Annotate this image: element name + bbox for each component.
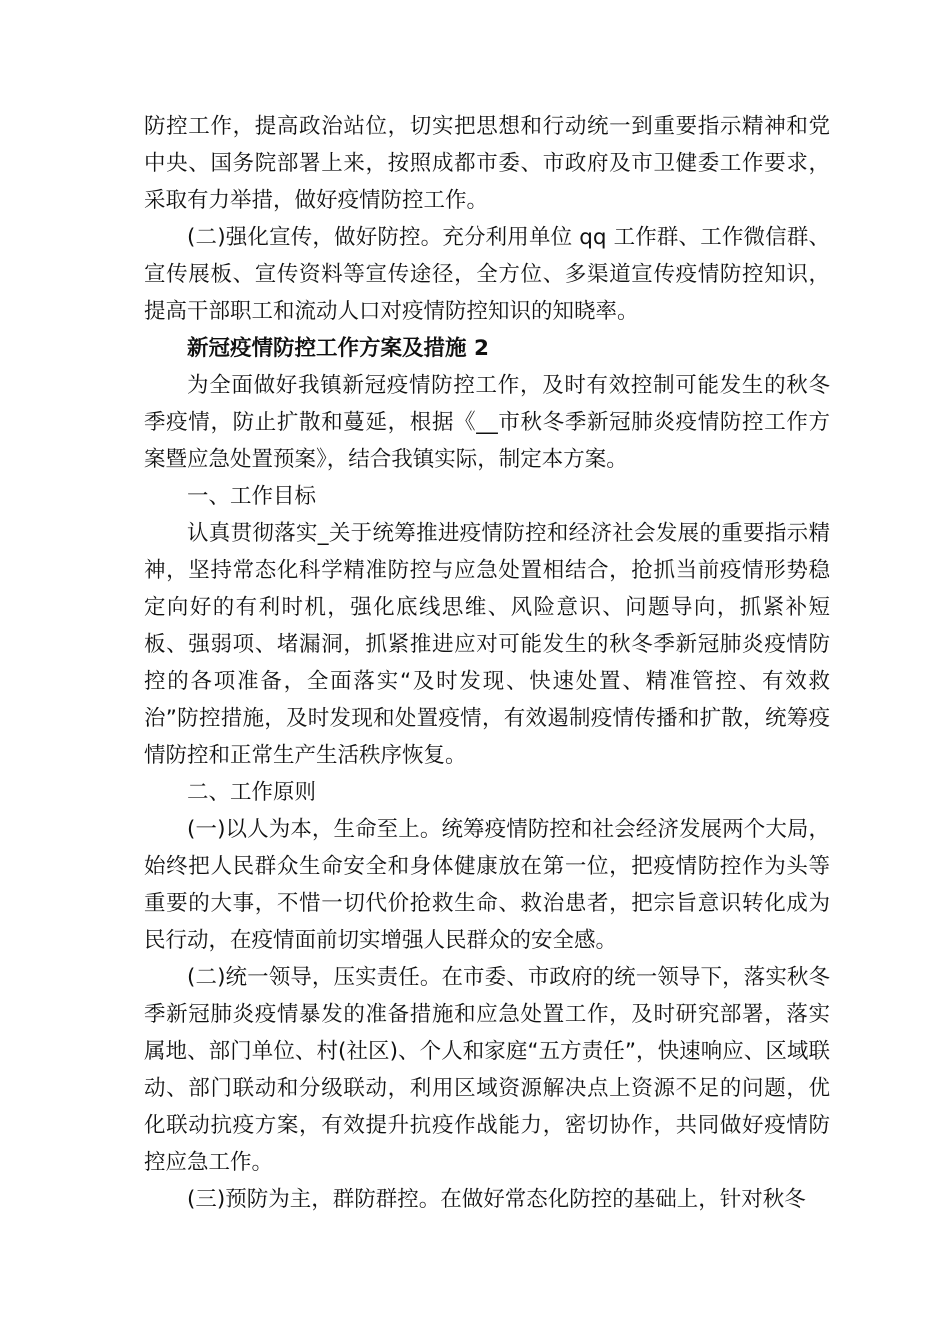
paragraph-5: (一)以人为本，生命至上。统筹疫情防控和社会经济发展两个大局，始终把人民群众生命安全和身体健康放在第一位，把疫情防控作为头等重要的大事，不惜一切代价抢救生命、救治患者，把宗旨意识转化成为民行动，在疫情面前切实增强人民群众的安全感。 — [144, 817, 830, 953]
subheading-principles: 二、工作原则 — [187, 780, 317, 805]
section-heading: 新冠疫情防控工作方案及措施 2 — [187, 336, 489, 361]
subheading-goals: 一、工作目标 — [187, 484, 317, 509]
paragraph-3: 为全面做好我镇新冠疫情防控工作，及时有效控制可能发生的秋冬季疫情，防止扩散和蔓延，根据《__市秋冬季新冠肺炎疫情防控工作方案暨应急处置预案》，结合我镇实际，制定本方案。 — [144, 373, 830, 472]
paragraph-7: (三)预防为主，群防群控。在做好常态化防控的基础上，针对秋冬 — [187, 1187, 806, 1212]
paragraph-6: (二)统一领导，压实责任。在市委、市政府的统一领导下，落实秋冬季新冠肺炎疫情暴发的准备措施和应急处置工作，及时研究部署，落实属地、部门单位、村(社区)、个人和家庭“五方责任”，快速响应、区域联动、部门联动和分级联动，利用区域资源解决点上资源不足的问题，优化联动抗疫方案，有效提升抗疫作战能力，密切协作，共同做好疫情防控应急工作。 — [144, 965, 830, 1175]
paragraph-2: (二)强化宣传，做好防控。充分利用单位 qq 工作群、工作微信群、宣传展板、宣传资料等宣传途径，全方位、多渠道宣传疫情防控知识，提高干部职工和流动人口对疫情防控知识的知晓率。 — [144, 225, 830, 324]
document-body — [144, 108, 830, 1218]
paragraph-1: 防控工作，提高政治站位，切实把思想和行动统一到重要指示精神和党中央、国务院部署上来，按照成都市委、市政府及市卫健委工作要求，采取有力举措，做好疫情防控工作。 — [144, 114, 830, 213]
paragraph-4: 认真贯彻落实_关于统筹推进疫情防控和经济社会发展的重要指示精神，坚持常态化科学精准防控与应急处置相结合，抢抓当前疫情形势稳定向好的有利时机，强化底线思维、风险意识、问题导向，抓紧补短板、强弱项、堵漏洞，抓紧推进应对可能发生的秋冬季新冠肺炎疫情防控的各项准备，全面落实“及时发现、快速处置、精准管控、有效救治”防控措施，及时发现和处置疫情，有效遏制疫情传播和扩散，统筹疫情防控和正常生产生活秩序恢复。 — [144, 521, 830, 768]
